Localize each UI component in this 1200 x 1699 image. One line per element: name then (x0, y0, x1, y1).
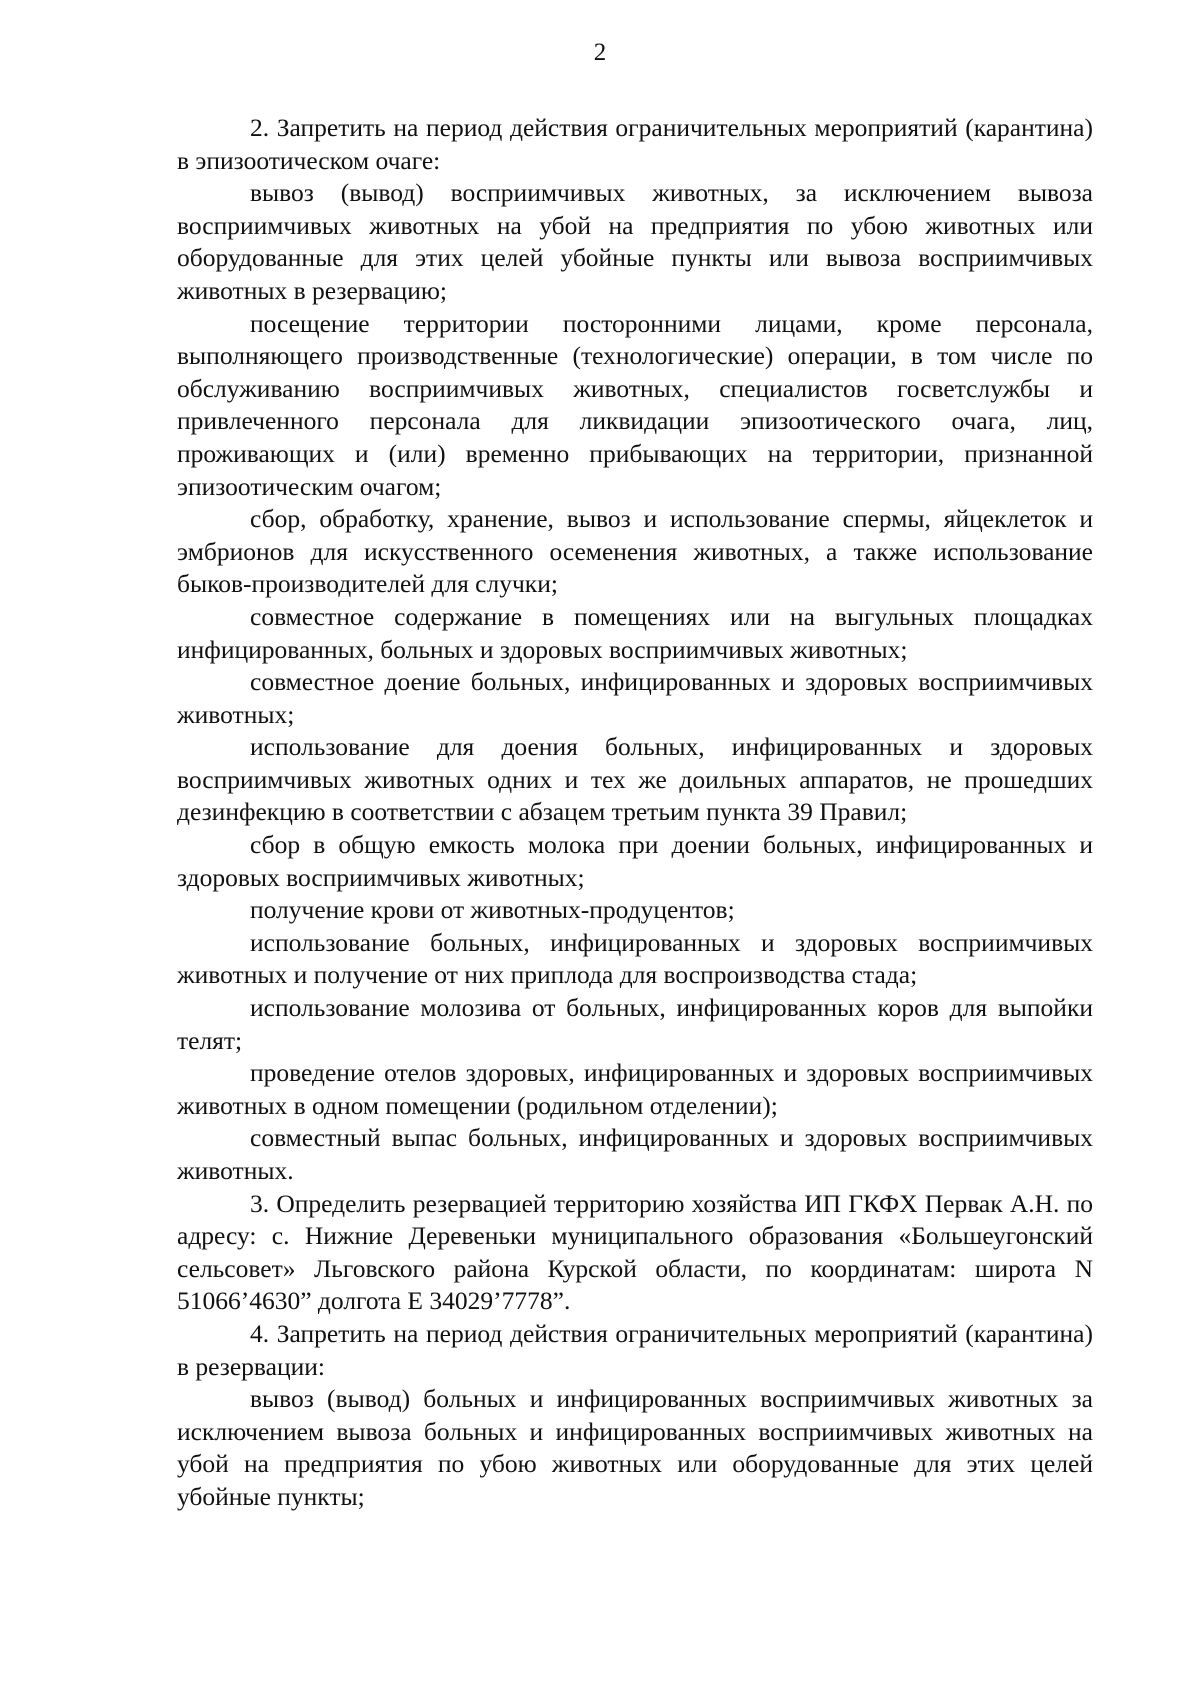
paragraph-breeding-use: использование больных, инфицированных и здоровых восприимчивых животных и получение от них приплода для воспроизводства стада; (177, 927, 1093, 990)
paragraph-joint-grazing: совместный выпас больных, инфицированных и здоровых восприимчивых животных. (177, 1123, 1093, 1185)
paragraph-item-4-intro: 4. Запретить на период действия ограничительных мероприятий (карантина) в резервации: (177, 1318, 1093, 1381)
page-number: 2 (593, 39, 607, 66)
paragraph-colostrum-use: использование молозива от больных, инфицированных коров для выпойки телят; (177, 993, 1093, 1055)
paragraph-semen-collection: сбор, обработку, хранение, вывоз и использование спермы, яйцеклеток и эмбрионов для искусственного осеменения животных, а также использование быков-производителей для случки; (177, 504, 1093, 599)
paragraph-animal-removal: вывоз (вывод) восприимчивых животных, за исключением вывоза восприимчивых животных на убой на предприятия по убою животных или оборудованные для этих целей убойные пункты или вывоза восприимчивых животных в резервацию; (177, 178, 1093, 305)
paragraph-calving: проведение отелов здоровых, инфицированных и здоровых восприимчивых животных в одном помещении (родильном отделении); (177, 1058, 1093, 1120)
paragraph-item-3-reservation: 3. Определить резервацией территорию хозяйства ИП ГКФХ Первак А.Н. по адресу: с. Нижние Деревеньки муниципального образования «Большеугонский сельсовет» Льговского района Курской области, по координатам: широта N 51066’4630” долгота E 34029’7778”. (177, 1188, 1093, 1316)
paragraph-item-2-intro: 2. Запретить на период действия ограничительных мероприятий (карантина) в эпизоотическом очаге: (177, 113, 1093, 175)
paragraph-joint-housing: совместное содержание в помещениях или на выгульных площадках инфицированных, больных и здоровых восприимчивых животных; (177, 601, 1093, 664)
paragraph-reservation-removal: вывоз (вывод) больных и инфицированных восприимчивых животных за исключением вывоза больных и инфицированных восприимчивых животных на убой на предприятия по убою животных или оборудованные для этих целей убойные пункты; (177, 1384, 1093, 1511)
paragraph-milk-collection: сбор в общую емкость молока при доении больных, инфицированных и здоровых восприимчивых животных; (177, 830, 1093, 892)
paragraph-milking-equipment: использование для доения больных, инфицированных и здоровых восприимчивых животных одних и тех же доильных аппаратов, не прошедших дезинфекцию в соответствии с абзацем третьим пункта 39 Правил; (177, 732, 1093, 827)
paragraph-visitor-ban: посещение территории посторонними лицами, кроме персонала, выполняющего производственные (технологические) операции, в том числе по обслуживанию восприимчивых животных, специалистов госветслужбы и привлеченного персонала для ликвидации эпизоотического очага, лиц, проживающих и (или) временно прибывающих на территории, признанной эпизоотическим очагом; (177, 308, 1093, 501)
document-body (177, 112, 1093, 1514)
paragraph-blood-collection: получение крови от животных-продуцентов; (250, 895, 735, 925)
paragraph-joint-milking: совместное доение больных, инфицированных и здоровых восприимчивых животных; (177, 667, 1093, 729)
